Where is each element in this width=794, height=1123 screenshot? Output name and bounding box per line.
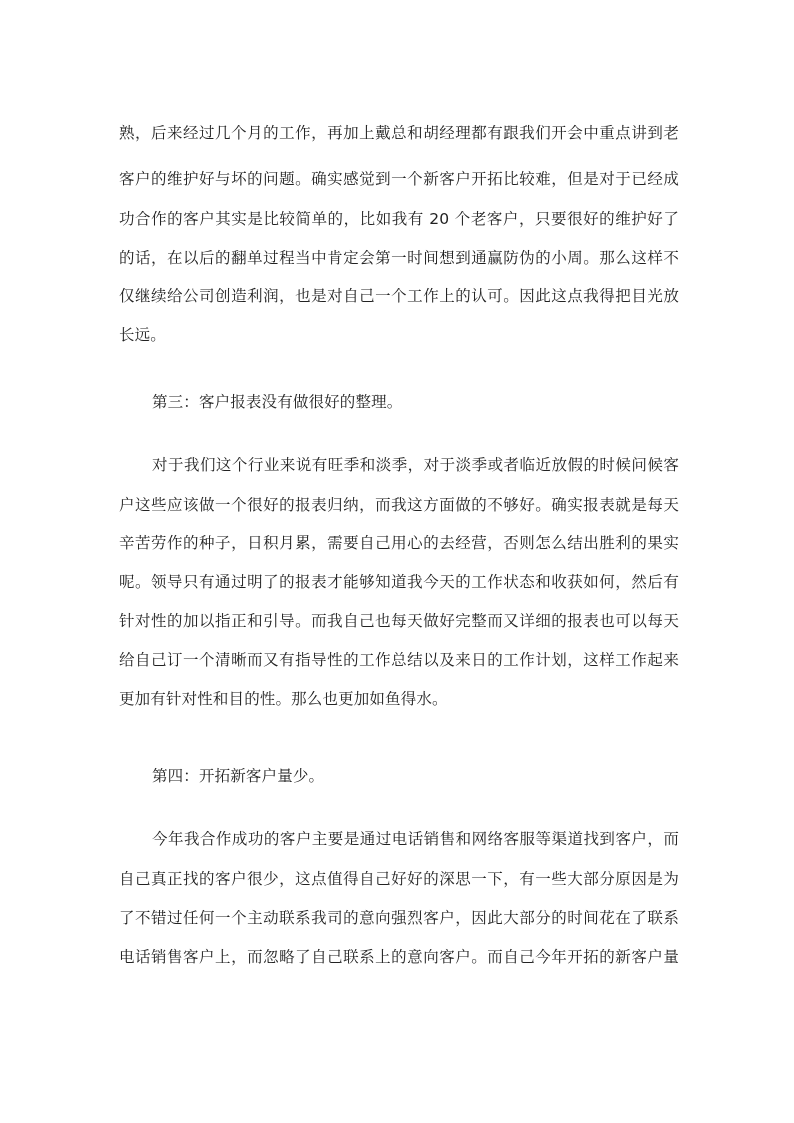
paragraph-line: 自己真正找的客户很少，这点值得自己好好的深思一下，有一些大部分原因是为 [119, 869, 679, 888]
paragraph-line: 户这些应该做一个很好的报表归纳，而我这方面做的不够好。确实报表就是每天 [119, 495, 679, 514]
paragraph-line: 呢。领导只有通过明了的报表才能够知道我今天的工作状态和收获如何，然后有 [119, 572, 679, 591]
paragraph-line: 客户的维护好与坏的问题。确实感觉到一个新客户开拓比较难，但是对于已经成 [119, 169, 679, 188]
paragraph-line: 今年我合作成功的客户主要是通过电话销售和网络客服等渠道找到客户，而 [152, 829, 679, 848]
paragraph-line: 仅继续给公司创造利润，也是对自己一个工作上的认可。因此这点我得把目光放 [119, 286, 679, 305]
paragraph-line: 了不错过任何一个主动联系我司的意向强烈客户，因此大部分的时间花在了联系 [119, 908, 679, 927]
section-heading: 第三：客户报表没有做很好的整理。 [152, 392, 403, 411]
paragraph-line: 熟，后来经过几个月的工作，再加上戴总和胡经理都有跟我们开会中重点讲到老 [119, 123, 679, 142]
paragraph-line: 给自己订一个清晰而又有指导性的工作总结以及来日的工作计划，这样工作起来 [119, 650, 679, 669]
paragraph-line: 功合作的客户其实是比较简单的，比如我有 20 个老客户，只要很好的维护好了 [119, 209, 679, 228]
paragraph-line: 针对性的加以指正和引导。而我自己也每天做好完整而又详细的报表也可以每天 [119, 611, 679, 630]
section-heading: 第四：开拓新客户量少。 [152, 766, 325, 785]
paragraph-line: 的话，在以后的翻单过程当中肯定会第一时间想到通赢防伪的小周。那么这样不 [119, 248, 679, 267]
paragraph-line: 长远。 [119, 325, 166, 344]
paragraph-line: 辛苦劳作的种子，日积月累，需要自己用心的去经营，否则怎么结出胜利的果实 [119, 533, 679, 552]
paragraph-line: 更加有针对性和目的性。那么也更加如鱼得水。 [119, 689, 448, 708]
paragraph-line: 对于我们这个行业来说有旺季和淡季，对于淡季或者临近放假的时候问候客 [152, 455, 679, 474]
paragraph-line: 电话销售客户上，而忽略了自己联系上的意向客户。而自己今年开拓的新客户量 [119, 947, 679, 966]
